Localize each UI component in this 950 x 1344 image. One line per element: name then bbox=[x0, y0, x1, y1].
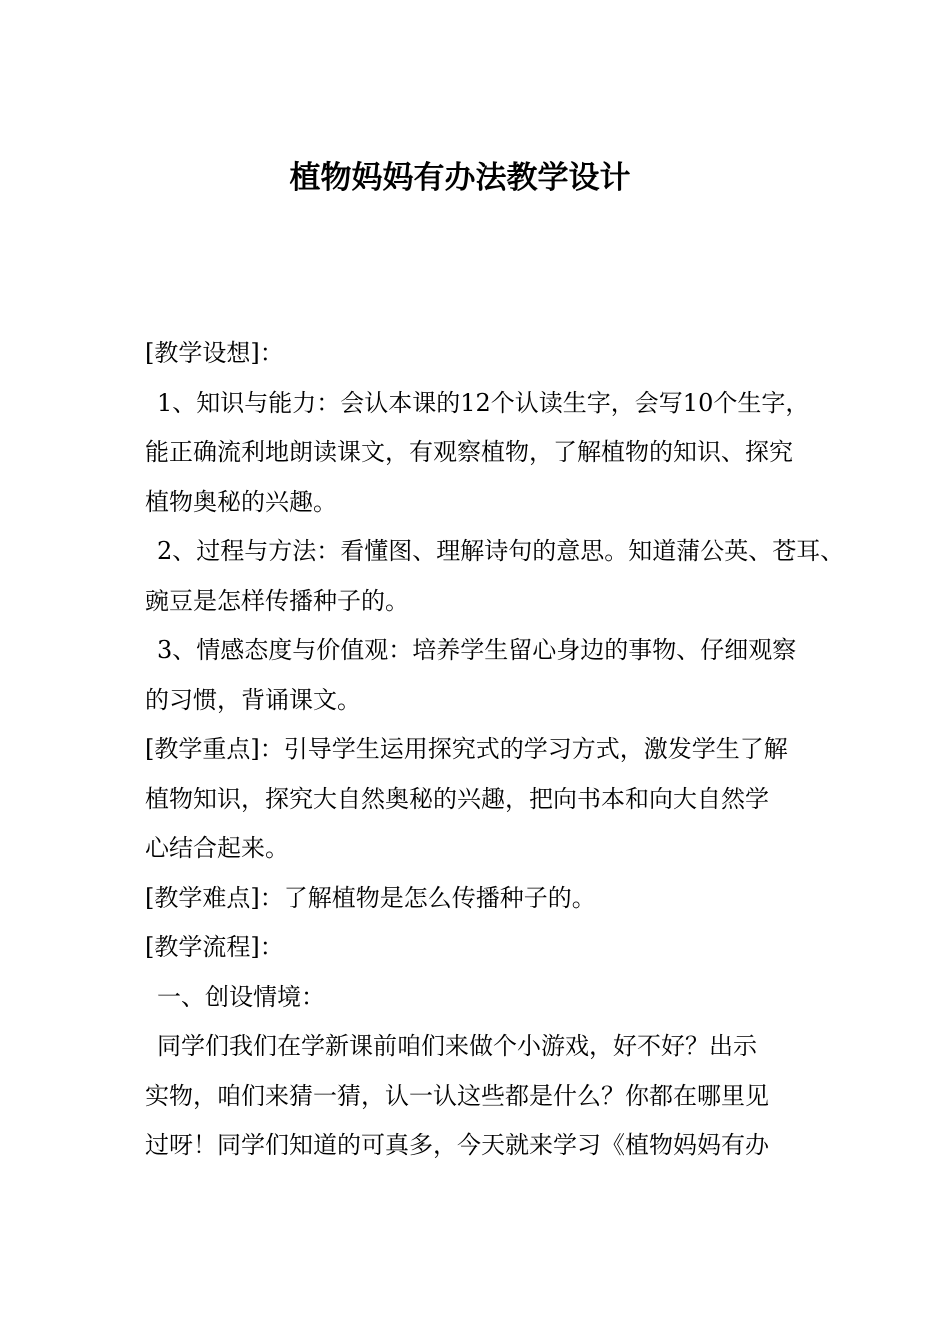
text-line: 的习惯，背诵课文。 bbox=[145, 685, 361, 714]
text-line: 一、创设情境： bbox=[157, 982, 325, 1011]
document-title: 植物妈妈有办法教学设计 bbox=[289, 160, 631, 196]
text-line: [教学流程]： bbox=[145, 933, 284, 961]
text-line: [教学设想]： bbox=[145, 339, 284, 367]
text-line: 植物知识，探究大自然奥秘的兴趣，把向书本和向大自然学 bbox=[145, 784, 769, 813]
text-line: 植物奥秘的兴趣。 bbox=[145, 487, 337, 516]
text-line: [教学重点]：引导学生运用探究式的学习方式，激发学生了解 bbox=[145, 735, 788, 763]
text-line: [教学难点]：了解植物是怎么传播种子的。 bbox=[145, 883, 596, 912]
text-line: 同学们我们在学新课前咱们来做个小游戏，好不好？出示 bbox=[157, 1032, 757, 1060]
text-line: 2、过程与方法：看懂图、理解诗句的意思。知道蒲公英、苍耳、 bbox=[157, 537, 845, 565]
document-body bbox=[145, 329, 845, 1171]
text-line: 能正确流利地朗读课文，有观察植物，了解植物的知识、探究 bbox=[145, 438, 793, 466]
text-line: 心结合起来。 bbox=[145, 834, 289, 862]
text-line: 3、情感态度与价值观：培养学生留心身边的事物、仔细观察 bbox=[157, 636, 797, 664]
text-line: 豌豆是怎样传播种子的。 bbox=[145, 586, 409, 615]
text-line: 过呀！同学们知道的可真多，今天就来学习《植物妈妈有办 bbox=[145, 1131, 769, 1159]
text-line: 1、知识与能力：会认本课的12个认读生字，会写10个生字， bbox=[157, 388, 810, 417]
text-line: 实物，咱们来猜一猜，认一认这些都是什么？你都在哪里见 bbox=[145, 1081, 769, 1110]
